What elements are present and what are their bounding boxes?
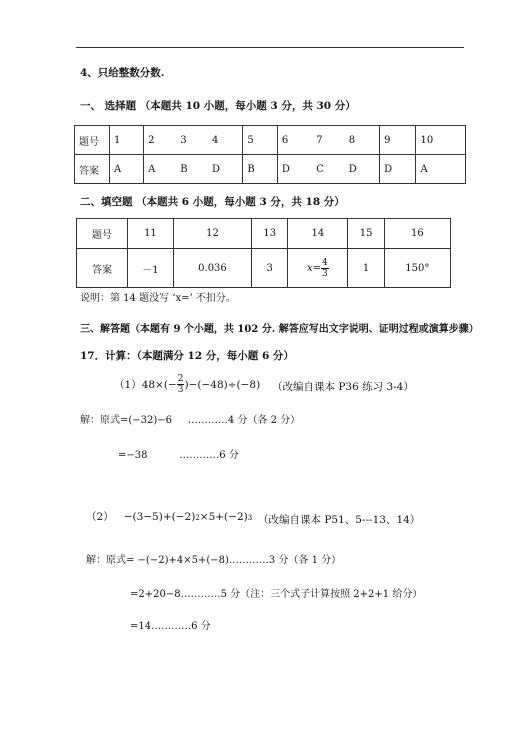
p1-fraction — [177, 374, 185, 395]
fill-answer-table — [76, 218, 451, 288]
cell-answer: D — [277, 155, 312, 184]
table-row — [75, 126, 466, 155]
cell-number: 2 — [144, 126, 177, 155]
note-4: 4、只给整数分数. — [80, 67, 165, 79]
cell-answer: A — [110, 155, 144, 184]
cell-number: 8 — [345, 126, 380, 155]
p2-step3: =14…………6 分 — [130, 621, 211, 632]
p1-source: （改编自课本 P36 练习 3-4） — [272, 381, 414, 393]
p2-exp2: 3 — [247, 514, 253, 522]
cell-answer: D — [345, 155, 380, 184]
p1-expr-a: 48×(− — [141, 378, 177, 391]
cell-number: 5 — [243, 126, 277, 155]
cell-number: 6 — [277, 126, 312, 155]
ans14-prefix: x= — [307, 262, 322, 274]
section2-title: 二、填空题 （本题共 6 小题，每小题 3 分，共 18 分） — [80, 196, 345, 208]
ans14-fraction — [321, 258, 329, 279]
header-label: 题号 — [77, 219, 128, 249]
cell-number: 3 — [176, 126, 208, 155]
q17-title: 17．计算：（本题满分 12 分，每小题 6 分） — [80, 350, 294, 362]
p2-label: （2） — [86, 511, 114, 523]
cell-answer: D — [380, 155, 416, 184]
frac-denominator: 3 — [177, 385, 184, 395]
cell-number: 12 — [173, 219, 251, 249]
table-row — [77, 249, 451, 288]
p1-expr-b: )−(−48)÷(−8) — [184, 378, 261, 391]
p2-step1: 解：原式= −(−2)+4×5+(−8)…………3 分（各 1 分） — [86, 555, 342, 566]
cell-answer: 1 — [348, 249, 384, 288]
cell-number: 14 — [288, 219, 348, 249]
p2-step2: =2+20−8…………5 分（注：三个式子计算按照 2+2+1 给分） — [130, 589, 423, 600]
p1-step1: 解：原式=(−32)−6 …………4 分（各 2 分） — [80, 415, 301, 426]
choice-answer-table — [74, 125, 466, 184]
p2-expr-a: −(3−5)+(−2) — [123, 511, 196, 523]
frac-numerator: 4 — [322, 257, 328, 268]
p2-expr-b: ×5+(−2) — [199, 511, 248, 523]
p1-label: （1） — [114, 379, 142, 391]
frac-denominator: 3 — [322, 268, 328, 279]
frac-numerator: 2 — [177, 374, 184, 384]
table-row — [75, 155, 466, 184]
p1-step2: =−38 …………6 分 — [118, 450, 239, 461]
table-row — [77, 219, 451, 249]
p2-expression — [86, 509, 252, 524]
cell-number: 4 — [208, 126, 243, 155]
cell-answer: 0.036 — [173, 249, 251, 288]
cell-number: 10 — [416, 126, 466, 155]
section3-title: 三、解答题（本题有 9 个小题，共 102 分. 解答应写出文字说明、证明过程或演算步骤） — [80, 324, 479, 335]
top-rule — [76, 47, 464, 48]
cell-answer: B — [176, 155, 208, 184]
cell-answer: 3 — [252, 249, 288, 288]
p2-source: （改编自课本 P51、5---13、14） — [258, 514, 421, 526]
cell-answer: B — [243, 155, 277, 184]
section1-title: 一、 选择题 （本题共 10 小题，每小题 3 分，共 30 分） — [80, 100, 356, 112]
cell-answer: C — [312, 155, 344, 184]
cell-answer: 150° — [384, 249, 450, 288]
cell-answer: A — [416, 155, 466, 184]
cell-answer: A — [144, 155, 177, 184]
p2-exp1: 2 — [195, 514, 200, 522]
cell-number: 11 — [128, 219, 174, 249]
p1-expression — [114, 374, 260, 395]
cell-answer-14 — [288, 249, 348, 288]
cell-number: 13 — [252, 219, 288, 249]
cell-number: 15 — [348, 219, 384, 249]
cell-number: 1 — [110, 126, 144, 155]
answer-label: 答案 — [75, 155, 110, 184]
cell-number: 16 — [384, 219, 450, 249]
header-label: 题号 — [75, 126, 110, 155]
cell-answer: －1 — [128, 249, 174, 288]
cell-answer: D — [208, 155, 243, 184]
cell-number: 9 — [380, 126, 416, 155]
section2-explain: 说明：第 14 题没写 ‘x=’ 不扣分。 — [80, 293, 236, 304]
answer-label: 答案 — [77, 249, 128, 288]
cell-number: 7 — [312, 126, 344, 155]
